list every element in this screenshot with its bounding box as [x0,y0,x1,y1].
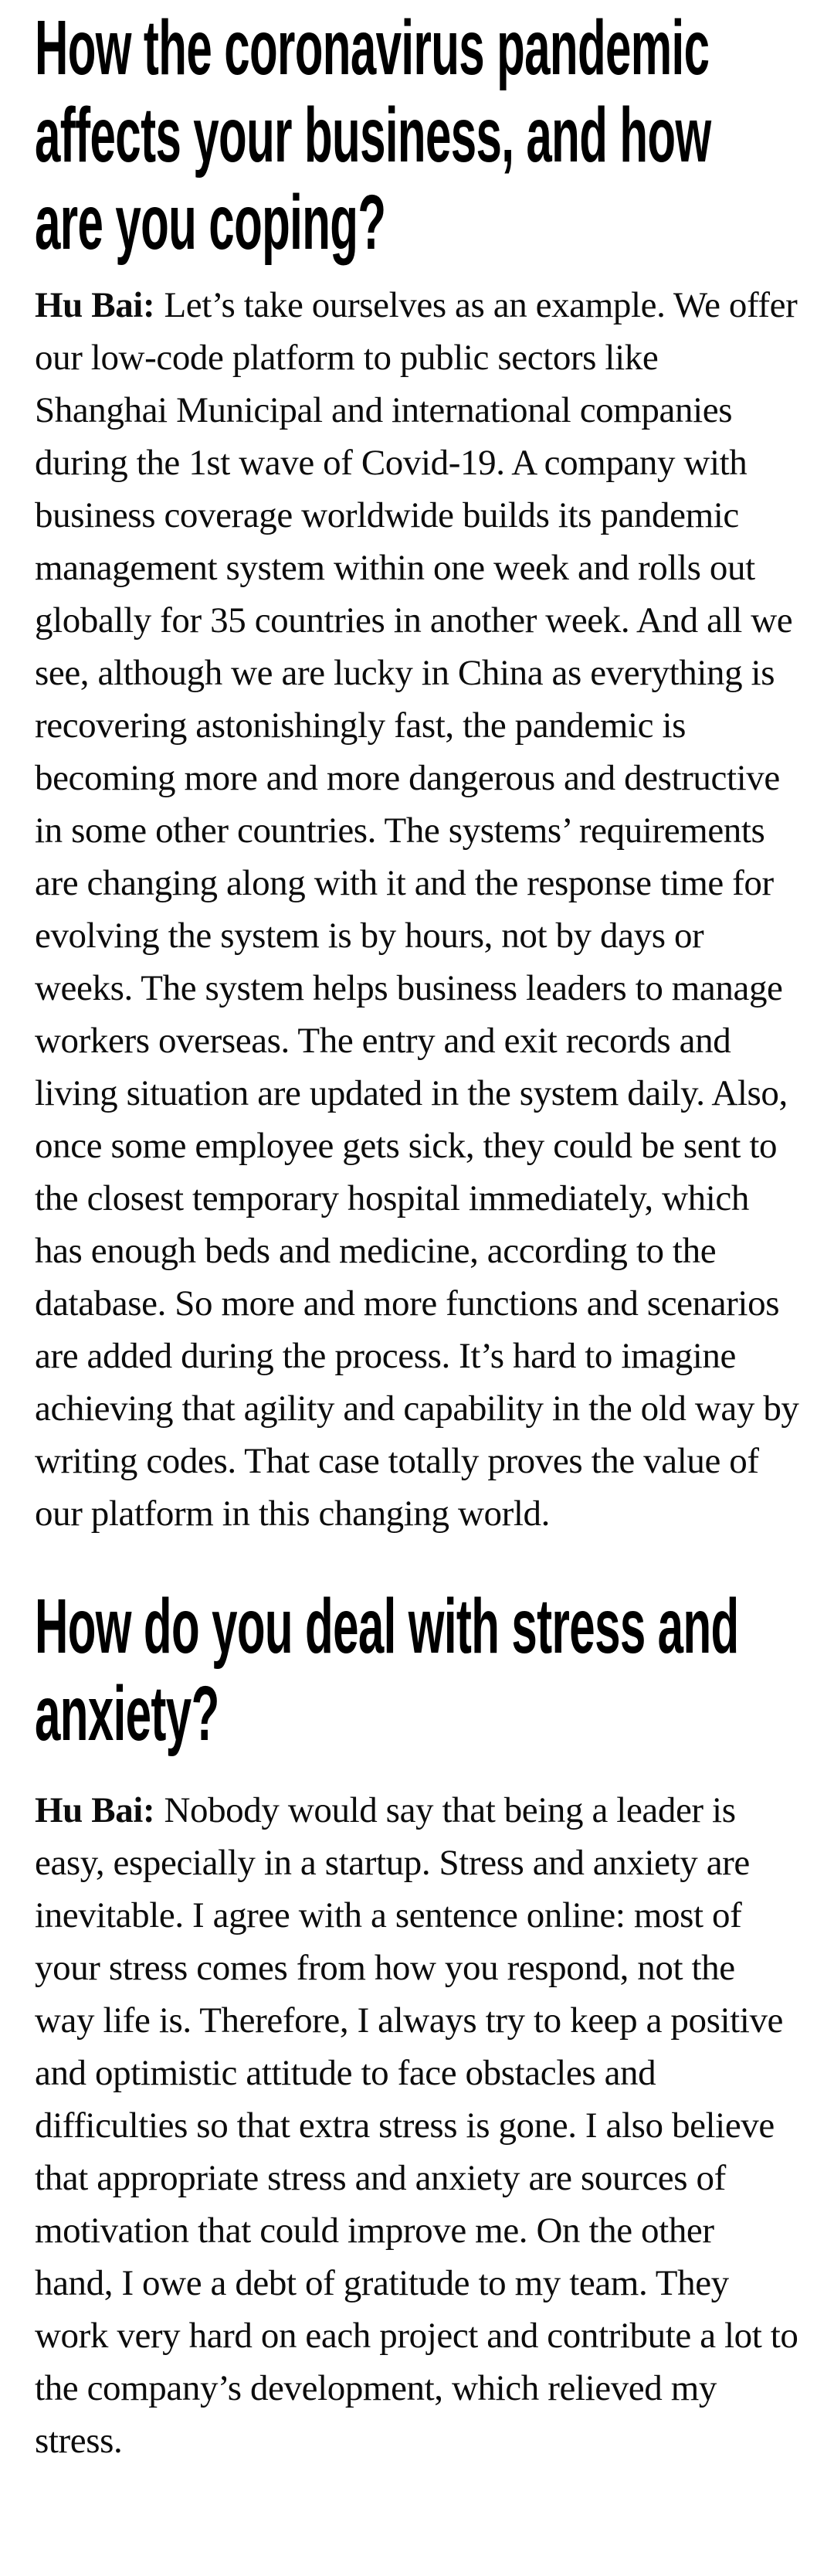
question-heading-pandemic [35,5,799,267]
answer-text: Let’s take ourselves as an example. We offer our low-code platform to public sectors like Shanghai Municipal and international companies during the 1st wave of Covid-19. A company with business coverage worldwide builds its pandemic management system within one week and rolls out globally for 35 countries in another week. And all we see, although we are lucky in China as everything is recovering astonishingly fast, the pandemic is becoming more and more dangerous and destructive in some other countries. The systems’ requirements are changing along with it and the response time for evolving the system is by hours, not by days or weeks. The system helps business leaders to manage workers overseas. The entry and exit records and living situation are updated in the system daily. Also, once some employee gets sick, they could be sent to the closest temporary hospital immediately, which has enough beds and medicine, according to the database. So more and more functions and scenarios are added during the process. It’s hard to imagine achieving that agility and capability in the old way by writing codes. That case totally proves the value of our platform in this changing world. [35,285,799,1534]
heading-line: How do you deal with stress and [35,1583,739,1670]
heading-line: How the coronavirus pandemic [35,5,710,91]
heading-line: anxiety? [35,1670,219,1757]
question-heading-stress [35,1583,799,1758]
answer-paragraph-pandemic [35,279,799,1540]
section-stress-question [35,1583,799,2467]
heading-line: affects your business, and how [35,92,711,178]
speaker-label: Hu Bai: [35,1790,155,1830]
answer-paragraph-stress [35,1784,799,2467]
answer-text: Nobody would say that being a leader is easy, especially in a startup. Stress and anxiety are inevitable. I agree with a sentence online: most of your stress comes from how you respond, not the way life is. Therefore, I always try to keep a positive and optimistic attitude to face obstacles and difficulties so that extra stress is gone. I also believe that appropriate stress and anxiety are sources of motivation that could improve me. On the other hand, I owe a debt of gratitude to my team. They work very hard on each project and contribute a lot to the company’s development, which relieved my stress. [35,1790,798,2461]
speaker-label: Hu Bai: [35,285,155,325]
section-pandemic-question [35,5,799,1540]
heading-line: are you coping? [35,179,386,266]
